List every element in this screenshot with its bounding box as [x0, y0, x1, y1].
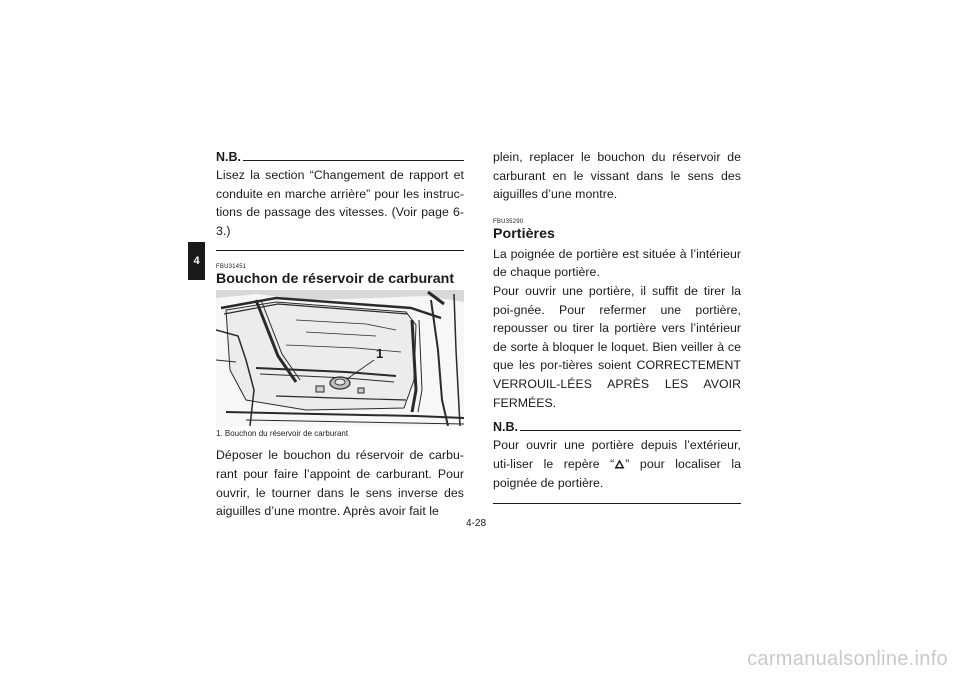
page-number: 4-28: [466, 518, 487, 529]
section-title-fuel-cap: Bouchon de réservoir de carburant: [216, 271, 455, 288]
nb-text: [493, 436, 741, 493]
fuel-cap-illustration: [216, 290, 464, 426]
left-column: [216, 150, 464, 521]
nb-rule: [243, 160, 464, 161]
doors-paragraph-2: Pour ouvrir une portière, il suffit de tirer la poi-gnée. Pour refermer une portière, repousser ou tirer la portière vers l’intérieur de sorte à bloquer le loquet. Bien veiller à ce que les por-tières soient CORRECTEMENT VERROUIL-LÉES APRÈS LES AVOIR FERMÉES.: [493, 283, 741, 410]
nb-text: Lisez la section “Changement de rapport et conduite en marche arrière” pour les instruc-tions de passage des vitesses. (Voir page 6-3.): [216, 168, 464, 238]
nb-label: N.B.: [216, 150, 241, 164]
triangle-mark-icon: [614, 456, 625, 475]
continuation-paragraph: plein, replacer le bouchon du réservoir de carburant en le vissant dans le sens des aiguilles d’une montre.: [493, 150, 741, 202]
nb-label: N.B.: [493, 420, 518, 435]
nb-heading: [216, 150, 464, 164]
fuel-cap-paragraph: Déposer le bouchon du réservoir de carbu-rant pour faire l’appoint de carburant. Pour ouvrir, le tourner dans le sens inverse des aiguilles d’une montre. Après avoir fait le: [216, 448, 464, 519]
right-column: [493, 148, 741, 504]
nb-end-rule: [216, 250, 464, 251]
section-code: FBU35290: [493, 218, 524, 225]
nb-text-after: ” pour localiser la poignée de portière.: [493, 456, 741, 491]
watermark: carmanualsonline.info: [747, 648, 948, 670]
nb-heading: [493, 420, 741, 434]
figure-caption: 1. Bouchon du réservoir de carburant: [216, 429, 349, 439]
callout-1: 1: [376, 346, 384, 362]
chapter-tab: 4: [188, 242, 205, 280]
nb-rule: [520, 430, 741, 431]
nb-text-before: Pour ouvrir une portière depuis l’extérieur, uti-liser le repère “: [493, 438, 741, 471]
doors-paragraph-1: La poignée de portière est située à l’intérieur de chaque portière.: [493, 246, 741, 280]
section-title-doors: Portières: [493, 225, 555, 242]
section-code: FBU31451: [216, 264, 247, 271]
nb-end-rule: [493, 503, 741, 504]
